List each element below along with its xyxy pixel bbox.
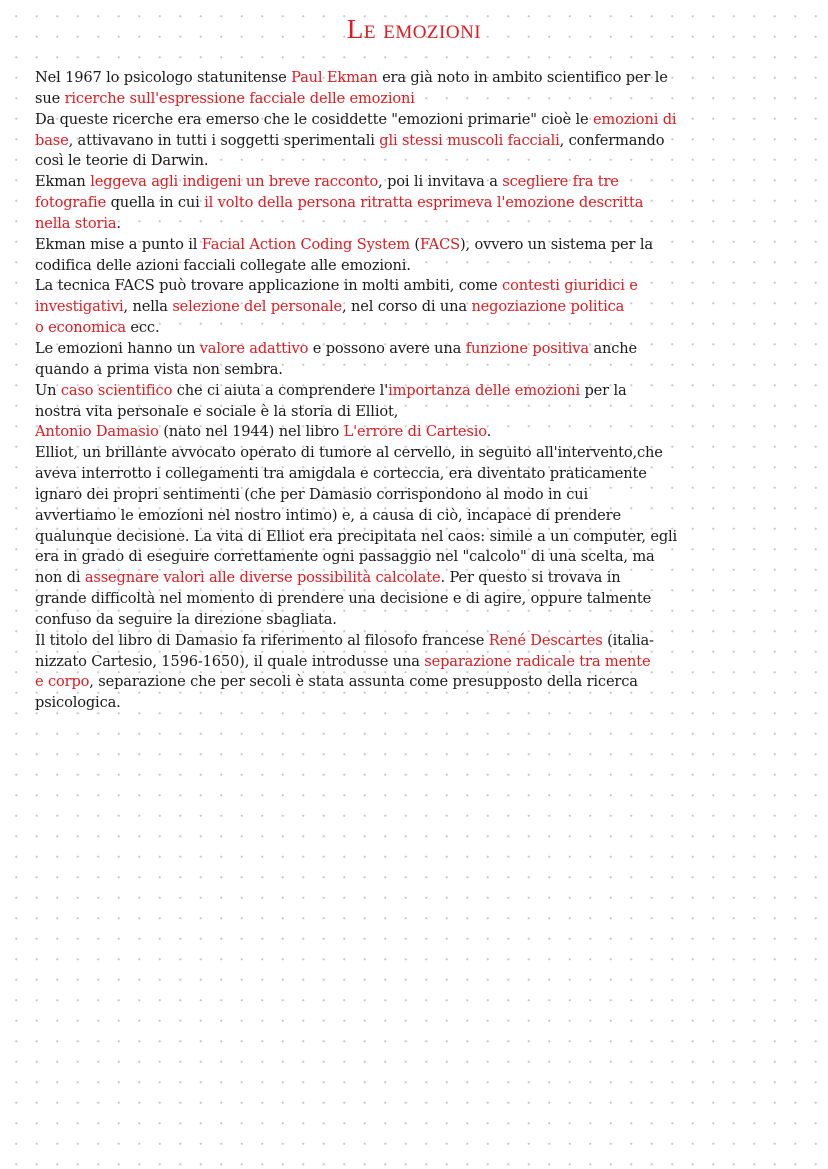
text-line — [35, 610, 805, 631]
text-segment: Un — [35, 381, 61, 399]
text-segment: , nella — [123, 298, 173, 316]
text-line — [35, 131, 805, 152]
text-line — [35, 381, 805, 402]
text-line — [35, 547, 805, 568]
text-segment: . — [486, 423, 492, 441]
text-line — [35, 318, 805, 339]
text-segment: per la — [579, 381, 627, 399]
highlighted-text: investigativi — [35, 298, 124, 316]
highlighted-text: L'errore di Cartesio — [343, 423, 487, 441]
text-segment: . — [116, 214, 121, 232]
highlighted-text: leggeva agli indigeni un breve racconto — [90, 173, 379, 191]
text-segment: , poi li invitava a — [378, 173, 503, 191]
text-segment: Da queste ricerche era emerso che le cosiddette "emozioni primarie" cioè le — [35, 110, 593, 128]
text-line — [35, 172, 805, 193]
highlighted-text: negoziazione politica — [471, 298, 625, 316]
text-line — [35, 672, 805, 693]
highlighted-text: importanza delle emozioni — [388, 381, 580, 399]
highlighted-text: scegliere fra tre — [502, 173, 619, 191]
text-segment: grande difficoltà nel momento di prendere una decisione e di agire, oppure talmente — [35, 590, 652, 608]
text-line — [35, 589, 805, 610]
text-segment: sue — [35, 89, 65, 107]
text-segment: , confermando — [559, 131, 665, 149]
highlighted-text: valore adattivo — [199, 339, 309, 357]
highlighted-text: fotografie — [35, 194, 107, 212]
text-segment: anche — [588, 339, 638, 357]
text-line — [35, 506, 805, 527]
text-line — [35, 89, 805, 110]
text-line — [35, 68, 805, 89]
text-segment: ecc. — [125, 319, 160, 337]
text-segment: ( — [409, 235, 420, 253]
text-segment: che ci aiuta a comprendere l' — [172, 381, 389, 399]
text-segment: così le teorie di Darwin. — [35, 152, 209, 170]
text-segment: Ekman — [35, 173, 91, 191]
highlighted-text: René Descartes — [488, 631, 603, 649]
highlighted-text: Facial Action Coding System — [201, 235, 410, 253]
text-segment: Elliot, un brillante avvocato operato di tumore al cervello, in seguito all'intervento,che — [35, 444, 663, 462]
text-segment: , attivavano in tutti i soggetti sperimentali — [68, 131, 380, 149]
text-line — [35, 256, 805, 277]
text-segment: psicologica. — [35, 694, 121, 712]
text-segment: quando a prima vista non sembra. — [35, 360, 283, 378]
text-segment: Il titolo del libro di Damasio fa riferimento al filosofo francese — [35, 631, 489, 649]
text-line — [35, 568, 805, 589]
text-line — [35, 360, 805, 381]
text-segment: e possono avere una — [308, 339, 466, 357]
text-segment: , separazione che per secoli è stata assunta come presupposto della ricerca — [89, 673, 638, 691]
text-line — [35, 422, 805, 443]
text-segment: non di — [35, 569, 85, 587]
highlighted-text: separazione radicale tra mente — [424, 652, 651, 670]
text-segment: era già noto in ambito scientifico per le — [377, 69, 668, 86]
text-segment: Nel 1967 lo psicologo statunitense — [35, 69, 292, 86]
text-segment: (italia- — [602, 631, 654, 649]
body-text — [35, 68, 805, 714]
highlighted-text: ricerche sull'espressione facciale delle emozioni — [64, 89, 415, 107]
text-line — [35, 110, 805, 131]
text-line — [35, 276, 805, 297]
page-title: Le emozioni — [346, 14, 482, 44]
text-line — [35, 693, 805, 714]
highlighted-text: o economica — [35, 319, 126, 337]
text-segment: avvertiamo le emozioni nel nostro intimo) e, a causa di ciò, incapace di prendere — [35, 506, 621, 524]
highlighted-text: selezione del personale — [172, 298, 343, 316]
highlighted-text: Paul Ekman — [291, 69, 378, 86]
text-line — [35, 214, 805, 235]
text-segment: quella in cui — [106, 194, 205, 212]
text-segment: qualunque decisione. La vita di Elliot era precipitata nel caos: simile a un computer, egli — [35, 527, 678, 545]
highlighted-text: il volto della persona ritratta esprimeva l'emozione descritta — [204, 194, 644, 212]
text-line — [35, 485, 805, 506]
highlighted-text: nella storia — [35, 214, 117, 232]
highlighted-text: assegnare valori alle diverse possibilità calcolate — [84, 569, 441, 587]
text-line — [35, 652, 805, 673]
text-segment: era in grado di eseguire correttamente ogni passaggio nel "calcolo" di una scelta, ma — [35, 548, 655, 566]
text-line — [35, 235, 805, 256]
highlighted-text: funzione positiva — [465, 339, 589, 357]
text-line — [35, 443, 805, 464]
highlighted-text: emozioni di — [592, 110, 677, 128]
text-segment: codifica delle azioni facciali collegate alle emozioni. — [35, 256, 411, 274]
text-segment: Le emozioni hanno un — [35, 339, 200, 357]
highlighted-text: e corpo — [35, 673, 90, 691]
text-line — [35, 339, 805, 360]
highlighted-text: contesti giuridici e — [502, 277, 638, 295]
text-line — [35, 464, 805, 485]
text-line — [35, 151, 805, 172]
text-line — [35, 631, 805, 652]
text-segment: nizzato Cartesio, 1596-1650), il quale introdusse una — [35, 652, 425, 670]
text-line — [35, 402, 805, 423]
text-line — [35, 527, 805, 548]
text-line — [35, 297, 805, 318]
highlighted-text: gli stessi muscoli facciali — [379, 131, 560, 149]
text-segment: confuso da seguire la direzione sbagliata. — [35, 610, 337, 628]
text-segment: La tecnica FACS può trovare applicazione in molti ambiti, come — [35, 277, 503, 295]
text-segment: , nel corso di una — [342, 298, 472, 316]
text-segment: Ekman mise a punto il — [35, 235, 202, 253]
text-segment: ), ovvero un sistema per la — [459, 235, 653, 253]
highlighted-text: caso scientifico — [60, 381, 173, 399]
text-segment: (nato nel 1944) nel libro — [158, 423, 344, 441]
text-line — [35, 193, 805, 214]
highlighted-text: base — [35, 131, 69, 149]
highlighted-text: FACS — [419, 235, 460, 253]
text-segment: aveva interrotto i collegamenti tra amigdala e corteccia, era diventato praticamente — [35, 465, 647, 483]
text-segment: . Per questo si trovava in — [440, 569, 621, 587]
text-segment: ignaro dei propri sentimenti (che per Damasio corrispondono al modo in cui — [35, 485, 589, 503]
highlighted-text: Antonio Damasio — [35, 423, 159, 441]
text-segment: nostra vita personale e sociale è la storia di Elliot, — [35, 402, 399, 420]
